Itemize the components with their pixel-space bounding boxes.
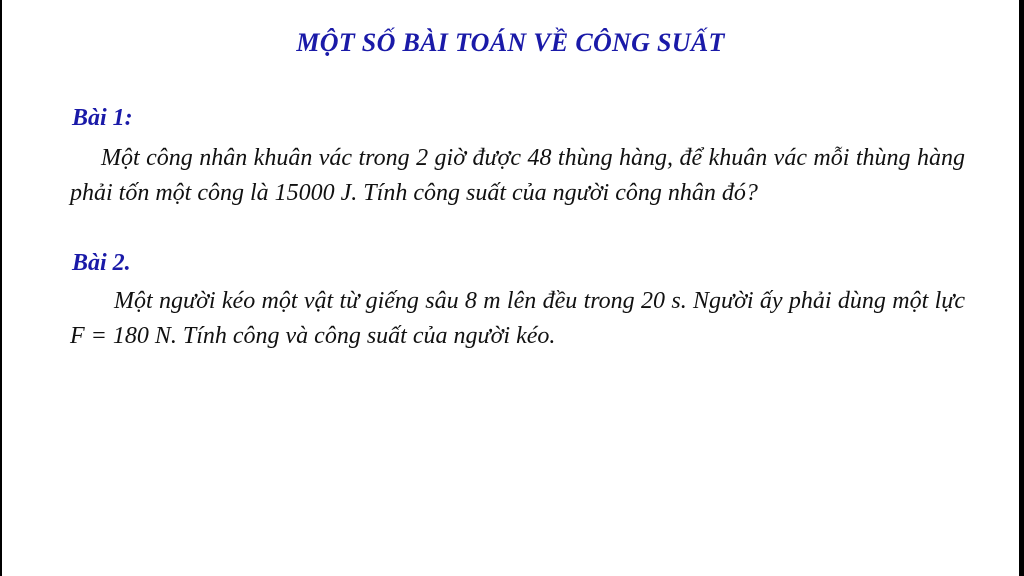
slide-page <box>2 0 1019 576</box>
problem-1-heading: Bài 1: <box>72 105 133 131</box>
problem-2-text: Một người kéo một vật từ giếng sâu 8 m lên đều trong 20 s. Người ấy phải dùng một lực F = 180 N. Tính công và công suất của người kéo. <box>70 288 965 349</box>
problem-1-text: Một công nhân khuân vác trong 2 giờ được 48 thùng hàng, để khuân vác mỗi thùng hàng phải tốn một công là 15000 J. Tính công suất của người công nhân đó? <box>70 145 965 206</box>
frame-border-right <box>1019 0 1024 576</box>
page-title: MỘT SỐ BÀI TOÁN VỀ CÔNG SUẤT <box>296 28 725 57</box>
problem-2-heading: Bài 2. <box>72 250 131 276</box>
